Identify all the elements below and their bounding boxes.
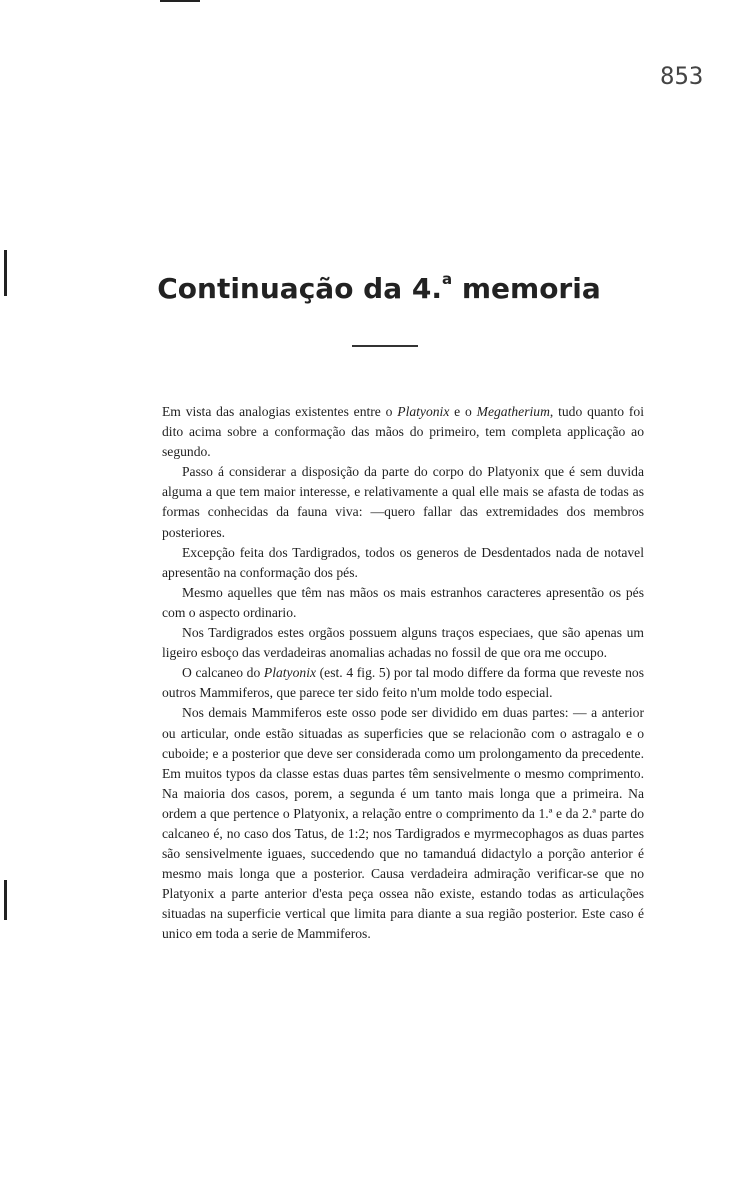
text-run: e o [449, 404, 477, 419]
text-run: Nos demais Mammiferos este osso pode ser dividido em duas partes: — a anterior ou articular, onde estão situadas as superficies que se relacionão com o astragalo e o cuboide; e a posterior que deve ser considerada como um prolongamento da precedente. Em muitos typos da classe estas duas partes têm sensivelmente o mesmo comprimento. Na maioria dos casos, porem, a segunda é um tanto mais longa que a primeira. Na ordem a que pertence o Platyonix, a relação entre o comprimento da 1.ª e da 2.ª parte do calcaneo é, no caso dos Tatus, de 1:2; nos Tardigrados e myrmecophagos as duas partes são sensivelmente iguaes, succedendo que no tamanduá didactylo a porção anterior é mesmo mais longa que a posterior. Causa verdadeira admiração verificar-se que no Platyonix a parte anterior d'esta peça ossea não existe, estando todas as articulações situadas na superficie vertical que limita para diante a sua região posterior. Este caso é unico em toda a serie de Mammiferos. [162, 705, 644, 942]
paragraph [162, 583, 644, 623]
text-run: O calcaneo do [182, 665, 264, 681]
text-run: Excepção feita dos Tardigrados, todos os generos de Desdentados nada de notavel apresentão na conformação dos pés. [162, 544, 644, 580]
section-title [0, 272, 738, 305]
text-run: (est. 4 fig. 5) por tal modo differe da forma que reveste nos outros Mammiferos, que parece ter sido feito n'um molde todo especial. [162, 665, 645, 701]
italic-text: Megatherium [476, 404, 550, 419]
top-edge-mark [160, 0, 200, 2]
body-text [162, 402, 644, 945]
paragraph [162, 623, 644, 663]
text-run: Nos Tardigrados estes orgãos possuem alguns traços especiaes, que são apenas um ligeiro esboço das verdadeiras anomalias achadas no fossil de que ora me occupo. [162, 625, 644, 661]
paragraph [162, 703, 644, 944]
paragraph [162, 663, 644, 703]
italic-text: Platyonix [263, 665, 316, 681]
paragraph [162, 462, 644, 542]
text-run: Mesmo aquelles que têm nas mãos os mais estranhos caracteres apresentão os pés com o aspecto ordinario. [162, 584, 644, 620]
left-margin-mark [4, 880, 7, 920]
text-run: Em vista das analogias existentes entre o [162, 404, 398, 419]
title-divider [352, 345, 418, 347]
paragraph [162, 543, 644, 583]
left-margin-mark [4, 250, 7, 296]
paragraph [162, 402, 644, 462]
section-title-end: memoria [452, 272, 601, 305]
text-run: , tudo quanto foi dito acima sobre a conformação das mãos do primeiro, tem completa applicação ao segundo. [162, 404, 644, 460]
page-number: 853 [660, 62, 704, 90]
section-title-superscript: a [441, 270, 453, 288]
text-run: Passo á considerar a disposição da parte do corpo do Platyonix que é sem duvida alguma a que tem maior interesse, e relativamente a qual elle mais se afasta de todas as formas conhecidas da fauna viva: —quero fallar das extremidades dos membros posteriores. [162, 464, 644, 540]
section-title-text: Continuação da 4. [157, 272, 442, 305]
italic-text: Platyonix [397, 404, 450, 419]
